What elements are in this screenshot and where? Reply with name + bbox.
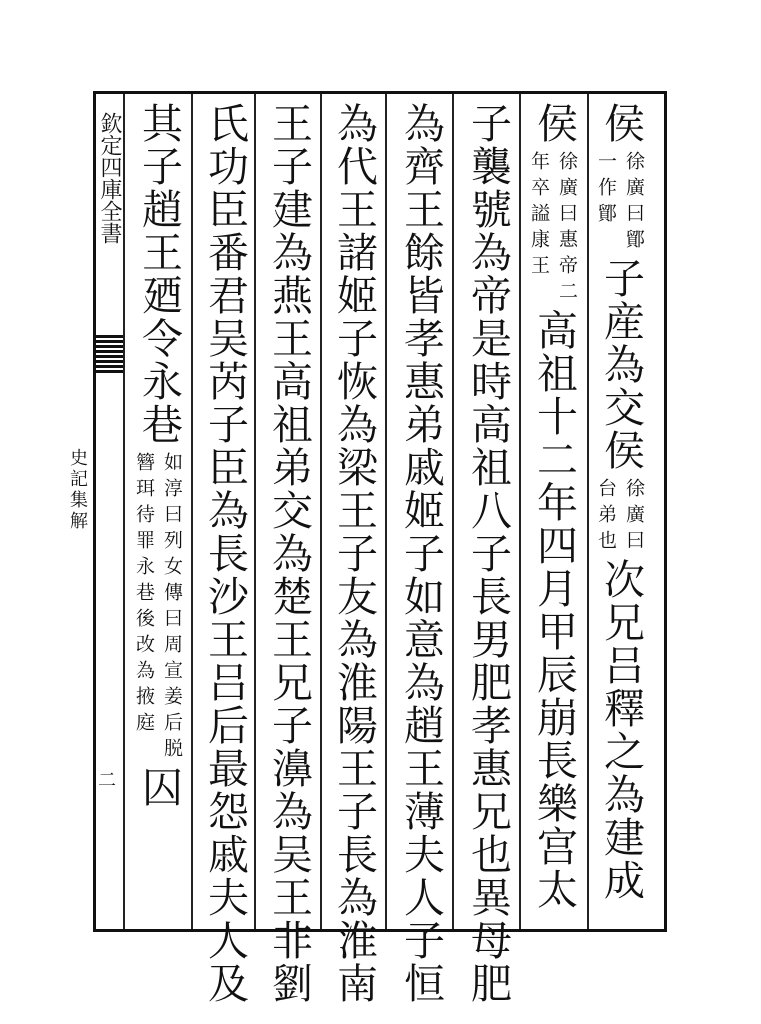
- main-text: 侯: [530, 102, 578, 145]
- column-rule: [587, 94, 589, 929]
- main-text: 王子建為燕王高祖弟交為楚王兄子濞為吴王非劉: [265, 102, 313, 1005]
- annotation-text: 徐廣曰惠帝二: [556, 151, 578, 307]
- margin-header: 欽定四庫全書: [97, 112, 122, 244]
- main-text: 為齊王餘皆孝惠弟戚姬子如意為趙王薄夫人子恒: [397, 102, 445, 1005]
- column-rule: [254, 94, 256, 929]
- main-text: 次兄吕釋之為建成: [597, 558, 645, 902]
- column-rule: [452, 94, 454, 929]
- main-text: 為代王諸姬子恢為梁王子友為淮陽王子長為淮南: [330, 102, 378, 1005]
- book-title: 史記集解: [67, 448, 88, 532]
- annotation-text: 如淳曰列女傳曰周宣姜后脱: [161, 452, 183, 764]
- column-rule: [385, 94, 387, 929]
- annotation-text: 徐廣曰: [623, 478, 645, 556]
- fish-tail-mark: [96, 335, 123, 375]
- annotation-text: 台弟也: [595, 478, 617, 556]
- main-text: 侯: [597, 102, 645, 145]
- main-text: 子産為交侯: [597, 257, 645, 472]
- column-rule: [123, 94, 125, 929]
- annotation-text: 年卒謚康王: [528, 151, 550, 281]
- annotation-text: 簪珥待罪永巷後改為掖庭: [133, 452, 155, 738]
- main-text: 高祖十二年四月甲辰崩長樂宫太: [530, 309, 578, 911]
- main-text: 氏功臣番君吴芮子臣為長沙王吕后最怨戚夫人及: [201, 102, 249, 1005]
- main-text: 囚: [135, 766, 183, 809]
- column-rule: [191, 94, 193, 929]
- annotation-text: 徐廣曰鄮: [623, 151, 645, 255]
- page-number: 二: [95, 770, 116, 791]
- annotation-text: 一作鄮: [595, 151, 617, 229]
- main-text: 其子趙王廼令永巷: [135, 102, 183, 446]
- main-text: 子襲號為帝是時高祖八子長男肥孝惠兄也異母肥: [464, 102, 512, 1005]
- column-rule: [519, 94, 521, 929]
- column-rule: [320, 94, 322, 929]
